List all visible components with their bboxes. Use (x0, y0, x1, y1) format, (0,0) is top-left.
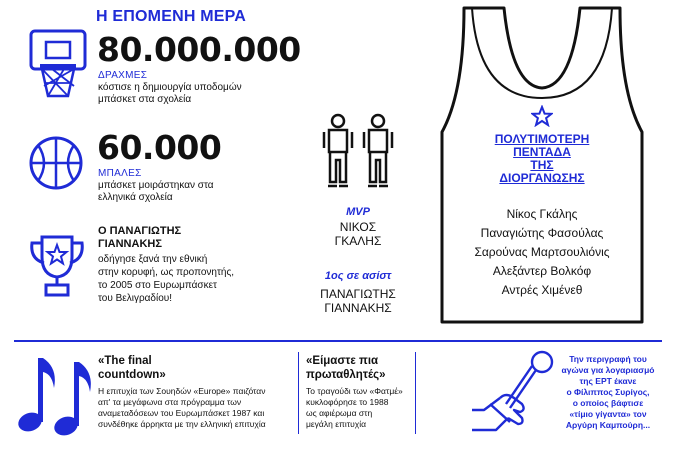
ert-line-7: Αργύρη Καμπούρη... (565, 420, 651, 430)
mvp-name-line2: ΓΚΑΛΗΣ (334, 234, 382, 248)
coach-name-line2: ΓΙΑΝΝΑΚΗΣ (98, 238, 162, 250)
mvp-label: MVP (346, 206, 370, 218)
coach-text-4: του Βελιγραδίου! (98, 293, 173, 304)
ert-line-1: Την περιγραφή του (569, 354, 647, 364)
assists-label: 1ος σε ασίστ (324, 270, 392, 282)
coach-text-3: το 2005 στο Ευρωμπάσκετ (98, 280, 218, 291)
bottom-divider (14, 340, 662, 342)
song2-text-1: Το τραγούδι των «Φατμέ» (306, 386, 403, 396)
song1-text-1: Η επιτυχία των Σουηδών «Europe» παιζόταν (98, 386, 266, 396)
player-3: Σαρούνας Μαρτσουλιόνις (474, 245, 610, 259)
song1-text-2: απ' τα μεγάφωνα στα πρόγραμμα των (98, 397, 242, 407)
song1-title-line1: «The final (98, 355, 152, 367)
stat-balls-desc-1: μπάσκετ μοιράστηκαν στα (98, 180, 214, 191)
song1-title-line2: countdown» (98, 369, 166, 381)
stat-balls-desc-2: ελληνικά σχολεία (98, 192, 173, 203)
player-1: Νίκος Γκάλης (506, 207, 578, 221)
players-icon (318, 112, 398, 192)
microphone-hand-icon (470, 348, 556, 440)
song2-title-line1: «Είμαστε πια (306, 355, 379, 367)
ert-line-4: ο Φίλιππος Συρίγος, (566, 387, 650, 397)
jersey-title-1: ΠΟΛΥΤΙΜΟΤΕΡΗ (494, 132, 590, 146)
ert-line-5: ο οποίος βάφτισε (572, 398, 644, 408)
player-5: Αντρές Χιμένεθ (501, 283, 583, 297)
mvp-name-line1: ΝΙΚΟΣ (339, 220, 377, 234)
column-divider-2 (415, 352, 416, 434)
ert-line-6: «τίμιο γίγαντα» τον (569, 409, 647, 419)
stat-balls-unit: ΜΠΑΛΕΣ (98, 168, 142, 179)
player-4: Αλεξάντερ Βολκόφ (492, 264, 592, 278)
jersey-title-3: ΤΗΣ (530, 158, 554, 172)
song2-title-line2: πρωταθλητές» (306, 369, 386, 381)
ert-line-2: αγώνα για λογαριασμό (561, 365, 655, 375)
song2-text-3: ως αφιέρωμα στη (306, 408, 373, 418)
trophy-icon (26, 233, 88, 299)
song2-text-4: μεγάλη επιτυχία (306, 419, 367, 429)
column-divider-1 (298, 352, 299, 434)
assists-name-line2: ΓΙΑΝΝΑΚΗΣ (324, 301, 392, 315)
song1-text-3: αναμεταδόσεων του Ευρωμπάσκετ 1987 και (98, 408, 265, 418)
jersey-title-4: ΔΙΟΡΓΑΝΩΣΗΣ (499, 171, 585, 185)
stat-drachmas-desc-1: κόστισε η δημιουργία υποδομών (98, 82, 242, 93)
star-icon (531, 105, 553, 127)
stat-drachmas-desc-2: μπάσκετ στα σχολεία (98, 94, 192, 105)
coach-name-line1: Ο ΠΑΝΑΓΙΩΤΗΣ (98, 225, 182, 237)
ert-line-3: της ΕΡΤ έκανε (579, 376, 637, 386)
song1-text-4: συνδέθηκε άρρηκτα με την ελληνική επιτυχία (98, 419, 266, 429)
coach-text-2: στην κορυφή, ως προπονητής, (98, 267, 235, 278)
stat-balls-value: 60.000 (97, 128, 222, 167)
stat-drachmas-value: 80.000.000 (97, 30, 301, 69)
jersey-title-2: ΠΕΝΤΑΔΑ (513, 145, 571, 159)
song2-text-2: κυκλοφόρησε το 1988 (306, 397, 389, 407)
basketball-hoop-icon (28, 28, 88, 100)
stat-drachmas-unit: ΔΡΑΧΜΕΣ (98, 70, 148, 81)
basketball-icon (28, 135, 84, 191)
page-title: Η ΕΠΟΜΕΝΗ ΜΕΡΑ (96, 8, 247, 25)
coach-text-1: οδήγησε ξανά την εθνική (98, 254, 208, 265)
assists-name-line1: ΠΑΝΑΓΙΩΤΗΣ (320, 287, 396, 301)
music-notes-icon (14, 352, 94, 438)
player-2: Παναγιώτης Φασούλας (480, 226, 604, 240)
